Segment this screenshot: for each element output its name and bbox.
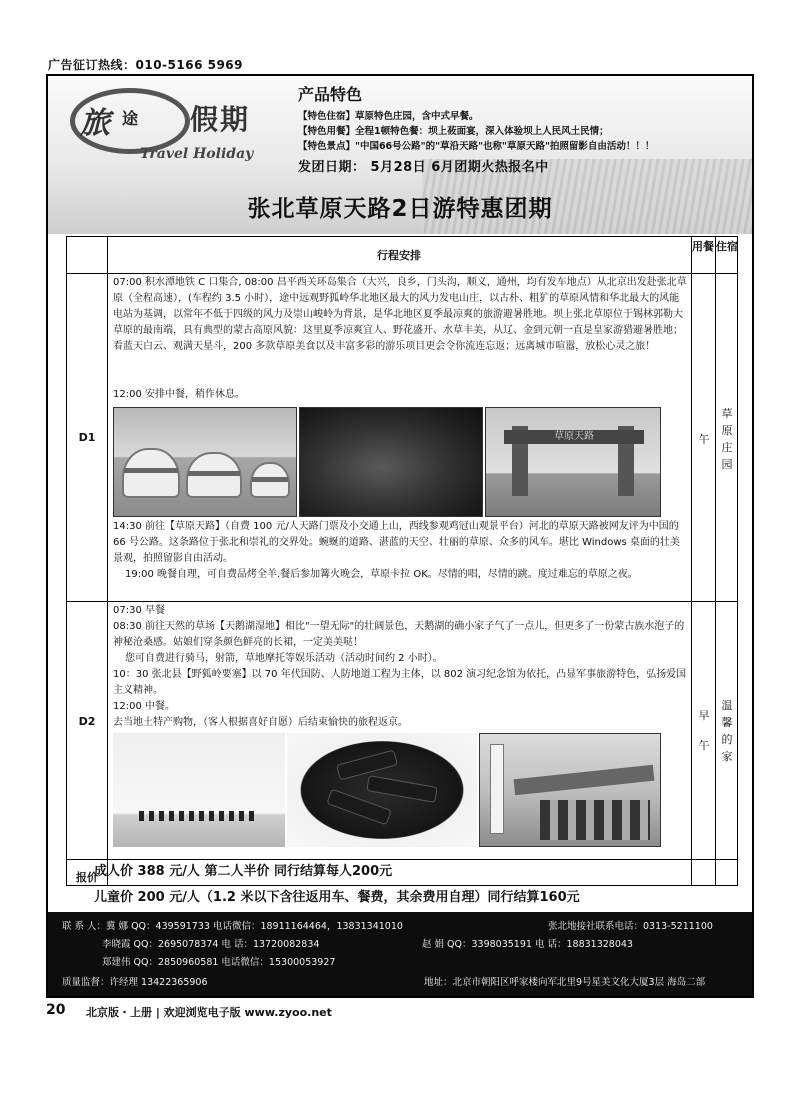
features-title: 产品特色 xyxy=(298,85,363,104)
day1-lunch-text: 12:00 安排中餐，稍作休息。 xyxy=(113,389,245,400)
day2-activities-text: 您可自费进行骑马，射箭，草地摩托等娱乐活动（活动时间约 2 小时）。 xyxy=(125,653,443,664)
row-divider xyxy=(67,601,737,602)
ad-frame xyxy=(46,74,754,998)
day1-evening-text: 19:00 晚餐自理，可自费品烤全羊.餐后参加篝火晚会，草原卡拉 OK。尽情的唱，尽情的跳。度过难忘的草原之夜。 xyxy=(125,569,638,580)
day1-stay: 草原庄园 xyxy=(721,407,733,471)
itinerary-table xyxy=(66,236,738,886)
yurt-photo xyxy=(113,407,297,517)
visitors-silhouette xyxy=(540,800,650,840)
office-address: 地址：北京市朝阳区呼家楼向军北里9号星美文化大厦3层 海岛二部 xyxy=(424,977,706,988)
footer-text: 北京版・上册 | 欢迎浏览电子版 www.zyoo.net xyxy=(86,1006,332,1019)
col-divider xyxy=(691,237,692,885)
header-meal: 用餐 xyxy=(692,240,714,253)
contact-info xyxy=(48,912,752,998)
beef-strip xyxy=(366,775,438,803)
header-schedule: 行程安排 xyxy=(377,249,421,262)
logo-char-3: 假期 xyxy=(190,103,251,136)
day2-meal-breakfast: 早 xyxy=(698,709,710,722)
contact-row-1: 联 系 人：冀 娜 QQ：439591733 电话微信：18911164464，13831341010 xyxy=(62,921,403,932)
dried-beef-photo xyxy=(287,733,477,847)
contact-row-2: 李晓霞 QQ：2695078374 电 话：13720082834 xyxy=(102,939,320,950)
day2-return-text: 去当地土特产购物，（客人根据喜好自愿）后结束愉快的旅程返京。 xyxy=(113,717,408,728)
grassland-road-gate-photo xyxy=(485,407,661,517)
day2-lunch-text: 12:00 中餐。 xyxy=(113,701,175,712)
day1-morning-text: 07:00 积水潭地铁 C 口集合, 08:00 昌平西关环岛集合（大兴，良乡，门头沟，顺义，通州，均有发车地点）从北京出发赴张北草原（全程高速），(车程约 3.5 小时），途中远观野狐岭华北地区最大的风力发电山庄，以古朴、粗犷的草原风情和华北最大的风能电站为基调，以常年不低于四级的风力及崇山峻岭为背景，是华北地区夏季最凉爽的旅游避暑胜地。坝上张北草原位于锡林郭勒大草原的最南端，具有典型的蒙古高原风貌：这里夏季凉爽宜人、野花盛开、水草丰美，从辽、金到元朝一直是皇家游猎避暑胜地；看蓝天白云、观满天星斗，200 多款草原美食以及丰富多彩的游乐项目更会令你流连忘返；远离城市喧嚣，放松心灵之旅！ xyxy=(113,277,687,352)
beef-strip xyxy=(336,750,398,781)
memorial-sign xyxy=(490,744,504,834)
day2-breakfast-text: 07:30 早餐 xyxy=(113,605,165,616)
contact-row-3: 郑建伟 QQ：2850960581 电话微信：15300053927 xyxy=(102,957,336,968)
local-agency-phone: 张北地接社联系电话：0313-5211100 xyxy=(548,921,713,932)
beef-strip xyxy=(326,789,392,826)
day2-meal-lunch: 午 xyxy=(698,739,710,752)
price-label: 报价 xyxy=(76,871,98,884)
feature-dining: 【特色用餐】全程1顿特色餐：坝上莜面宴，深入体验坝上人民风土民情； xyxy=(298,126,609,137)
row-divider xyxy=(67,273,737,274)
logo-english: Travel Holiday xyxy=(140,146,254,162)
day1-afternoon-text: 14:30 前往【草原天路】（自费 100 元/人天路门票及小交通上山，西线参观鸡冠山观景平台）河北的草原天路被网友评为中国的 66 号公路。这条路位于张北和崇礼的交界处。蜿蜒的道路、湛蓝的天空、壮丽的草原、众多的风车。堪比 Windows 桌面的壮美景观，拍照留影自由活动。 xyxy=(113,521,680,564)
banner xyxy=(48,76,752,234)
cannon-barrel xyxy=(514,765,655,796)
horse-riding-photo xyxy=(113,733,285,847)
gate-sign: 草原天路 xyxy=(554,431,594,442)
travel-holiday-logo xyxy=(70,86,272,164)
feature-lodging: 【特色住宿】草原特色庄园，含中式早餐。 xyxy=(298,111,479,122)
feature-scenic: 【特色景点】"中国66号公路"的"草沿天路"也称"草原天路"拍照留影自由活动！！！ xyxy=(298,141,655,152)
header-stay: 住宿 xyxy=(716,240,738,253)
col-divider xyxy=(107,237,108,885)
headline: 张北草原天路2日游特惠团期 xyxy=(247,196,553,222)
yurt-shape xyxy=(250,462,290,498)
departure-dates: 发团日期： 5月28日 6月团期火热报名中 xyxy=(298,160,549,175)
price-child: 儿童价 200 元/人（1.2 米以下含往返用车、餐费，其余费用自理）同行结算160元 xyxy=(94,890,580,905)
col-divider xyxy=(715,237,716,885)
logo-char-1: 旅 xyxy=(80,106,110,141)
riders-silhouette xyxy=(139,811,259,821)
quality-supervisor: 质量监督：许经理 13422365906 xyxy=(62,977,208,988)
logo-char-2: 途 xyxy=(122,109,139,128)
day1-label: D1 xyxy=(78,431,96,444)
price-adult: 成人价 388 元/人 第二人半价 同行结算每人200元 xyxy=(94,864,393,879)
day2-fortress-text: 10：30 张北县【野狐岭要塞】以 70 年代国防、人防地道工程为主体，以 802 演习纪念馆为依托，凸显军事旅游特色，弘扬爱国主义精神。 xyxy=(113,669,687,696)
page-number: 20 xyxy=(46,1002,66,1018)
ad-hotline: 广告征订热线：010-5166 5969 xyxy=(48,58,244,72)
day2-label: D2 xyxy=(78,715,96,728)
yurt-shape xyxy=(186,452,242,498)
roast-lamb-photo xyxy=(299,407,483,517)
yurt-shape xyxy=(122,448,180,498)
day1-meal: 午 xyxy=(698,433,710,446)
fortress-visit-photo xyxy=(479,733,661,847)
contact-row-2-right: 赵 娟 QQ：3398035191 电 话：18831328043 xyxy=(422,939,633,950)
day2-stay: 温馨的家 xyxy=(721,699,733,763)
day2-swan-lake-text: 08:30 前往天然的草场【天鹅湖湿地】相比"一望无际"的壮阔景色，天鹅湖的确小家子气了一点儿，但更多了一份蒙古族水泡子的神秘沧桑感。姑娘们穿条颜色鲜亮的长裙，一定美美哒！ xyxy=(113,621,685,648)
